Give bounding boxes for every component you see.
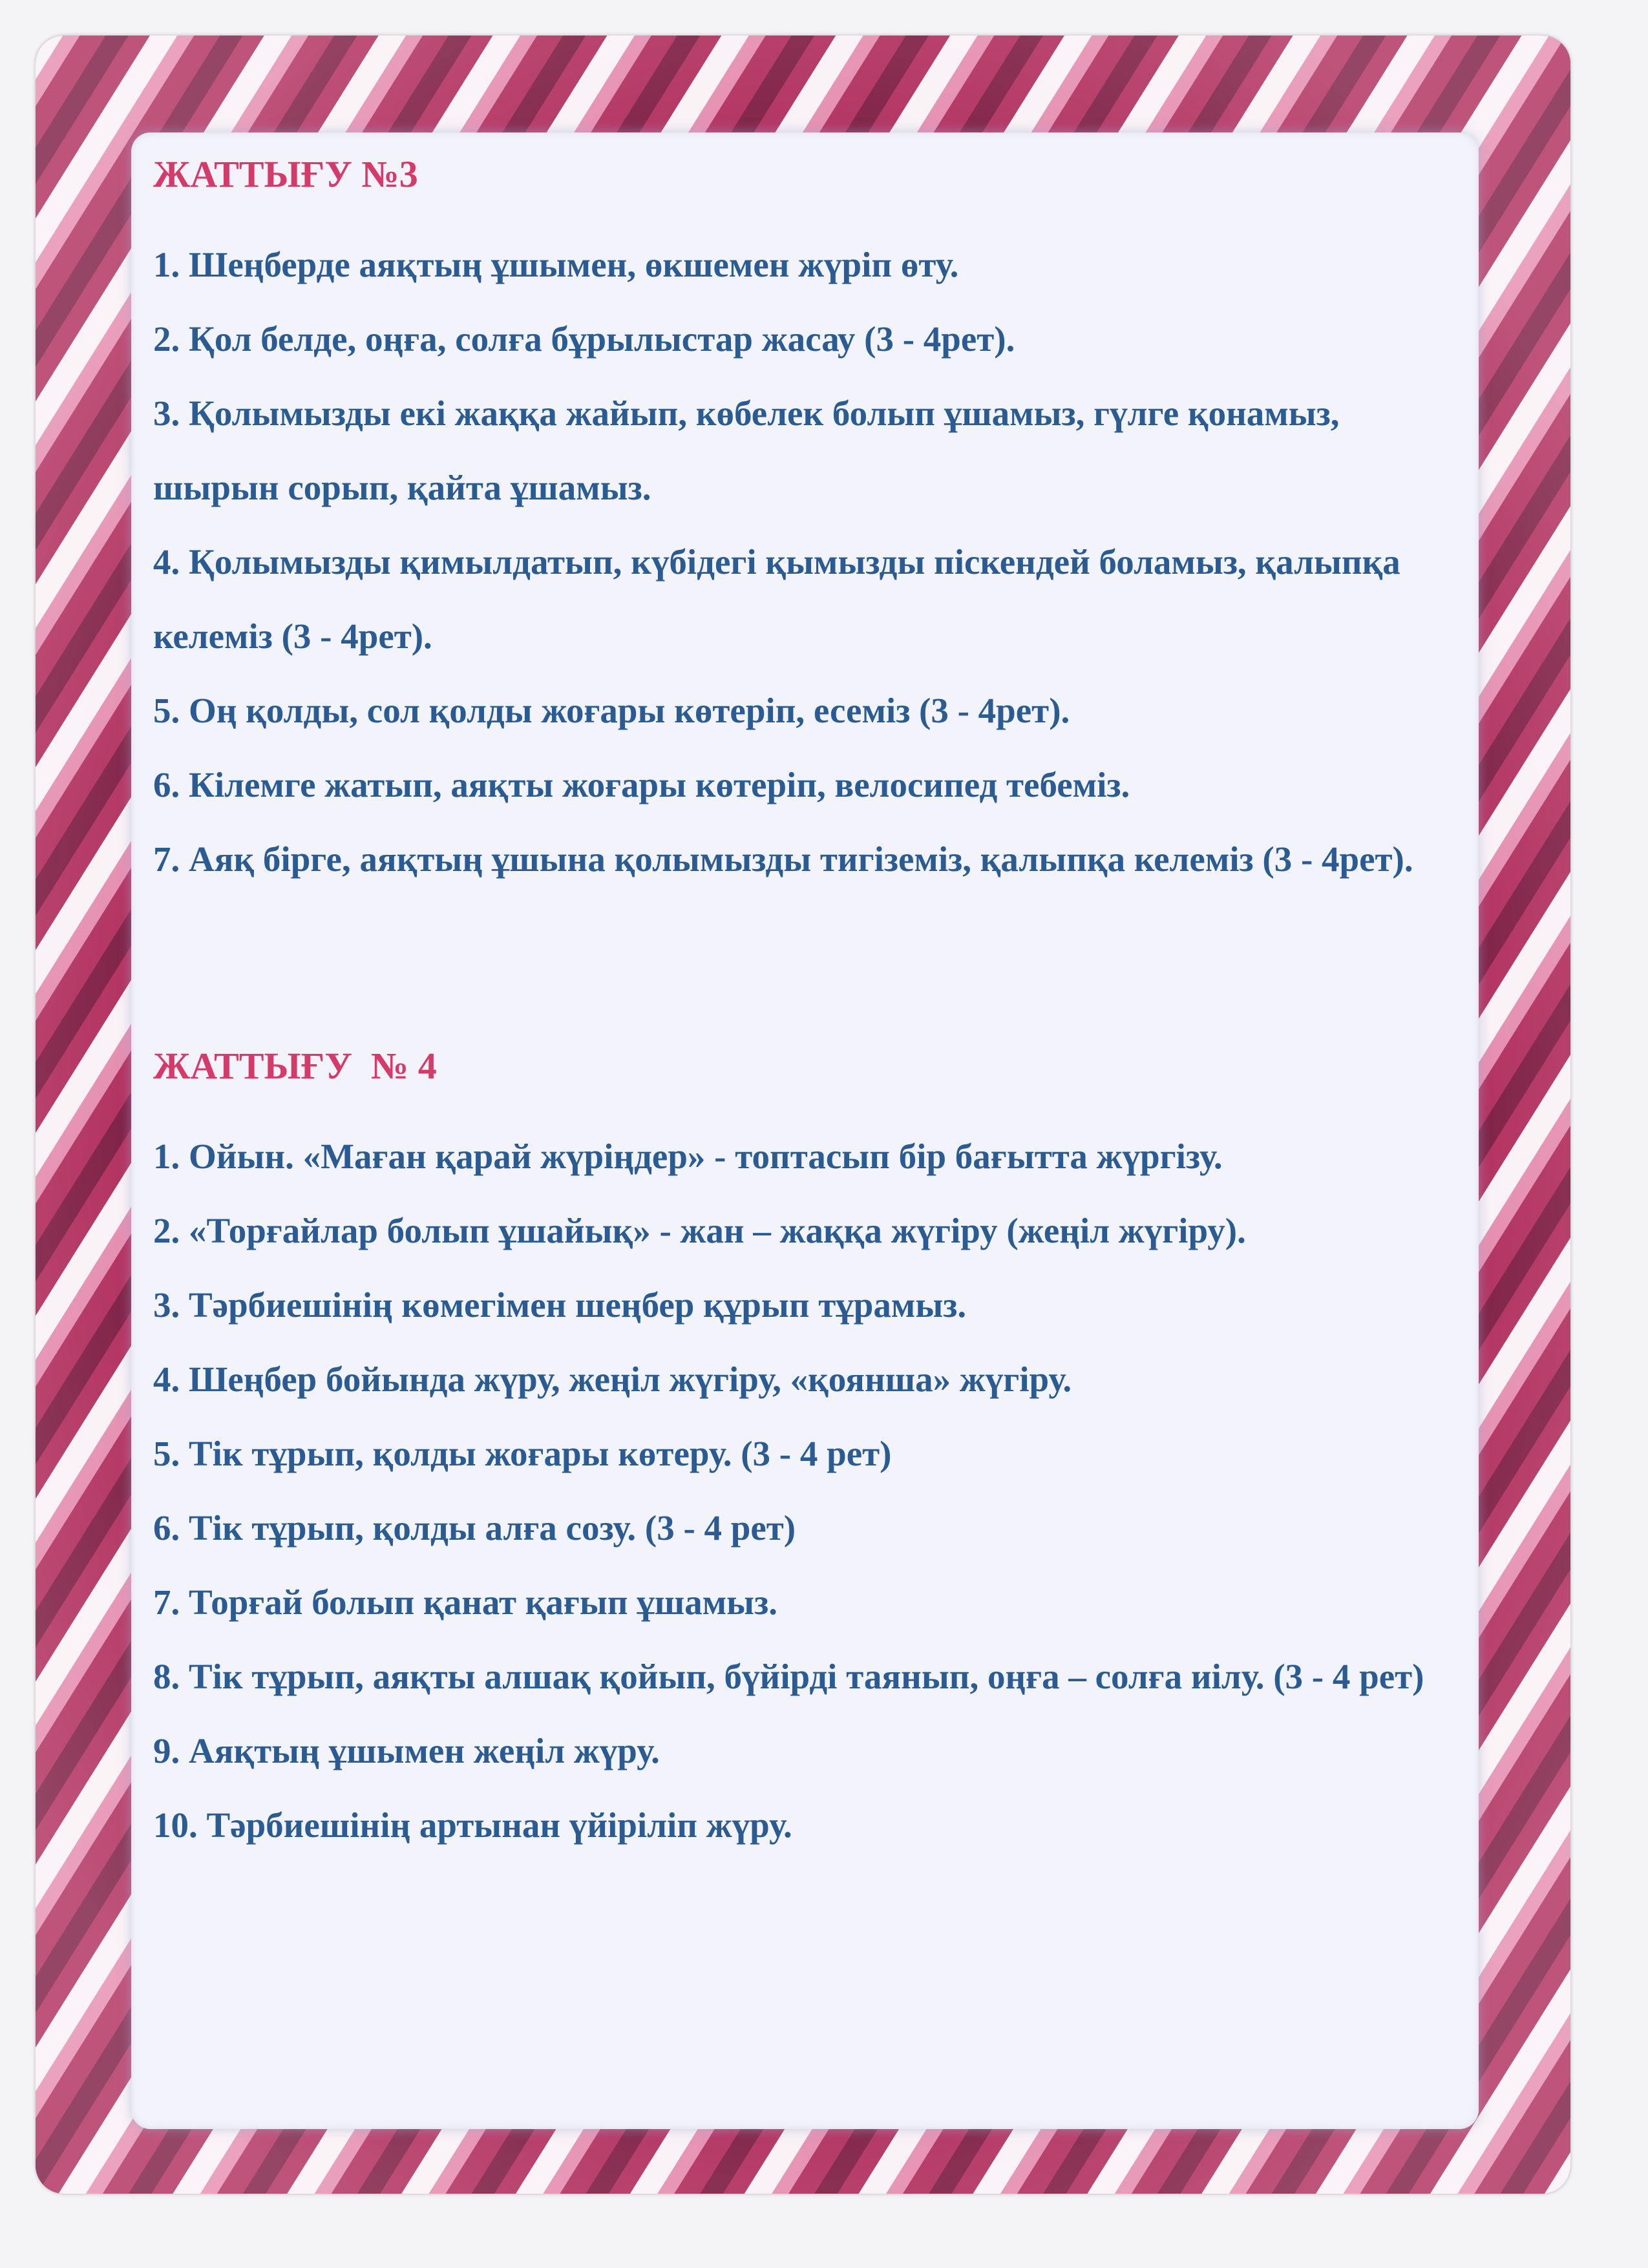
list-item: 4. Шеңбер бойында жүру, жеңіл жүгіру, «қоянша» жүгіру. xyxy=(153,1360,1072,1399)
list-item: 4. Қолымызды қимылдатып, күбідегі қымызды піскендей боламыз, қалыпқа келеміз (3 - 4рет). xyxy=(153,542,1400,656)
section-heading: ЖАТТЫҒУ № 4 xyxy=(153,1045,437,1087)
list-item: 9. Аяқтың ұшымен жеңіл жүру. xyxy=(153,1731,660,1770)
list-item: 6. Кілемге жатып, аяқты жоғары көтеріп, велосипед тебеміз. xyxy=(153,765,1130,804)
list-item: 7. Аяқ бірге, аяқтың ұшына қолымызды тигіземіз, қалыпқа келеміз (3 - 4рет). xyxy=(153,839,1413,879)
exercise-list xyxy=(153,1119,1452,1862)
list-item: 7. Торғай болып қанат қағып ұшамыз. xyxy=(153,1582,777,1622)
list-item: 6. Тік тұрып, қолды алға созу. (3 - 4 рет) xyxy=(153,1508,796,1548)
section-heading: ЖАТТЫҒУ №3 xyxy=(153,153,418,195)
list-item: 8. Тік тұрып, аяқты алшақ қойып, бүйірді таянып, оңға – солға иілу. (3 - 4 рет) xyxy=(153,1657,1424,1696)
exercise-list xyxy=(153,227,1452,896)
list-item: 1. Ойын. «Маған қарай жүріңдер» - топтасып бір бағытта жүргізу. xyxy=(153,1137,1223,1176)
list-item: 3. Қолымызды екі жаққа жайып, көбелек болып ұшамыз, гүлге қонамыз, шырын сорып, қайта ұшамыз. xyxy=(153,394,1340,507)
list-item: 5. Тік тұрып, қолды жоғары көтеру. (3 - 4 рет) xyxy=(153,1434,892,1473)
exercise-section-3 xyxy=(153,155,1452,896)
list-item: 2. «Торғайлар болып ұшайық» - жан – жаққа жүгіру (жеңіл жүгіру). xyxy=(153,1211,1246,1250)
list-item: 10. Тәрбиешінің артынан үйіріліп жүру. xyxy=(153,1805,792,1845)
list-item: 1. Шеңберде аяқтың ұшымен, өкшемен жүріп өту. xyxy=(153,245,959,284)
exercise-section-4 xyxy=(153,1047,1452,1862)
list-item: 3. Тәрбиешінің көмегімен шеңбер құрып тұрамыз. xyxy=(153,1285,967,1325)
list-item: 5. Оң қолды, сол қолды жоғары көтеріп, есеміз (3 - 4рет). xyxy=(153,691,1070,730)
list-item: 2. Қол белде, оңға, солға бұрылыстар жасау (3 - 4рет). xyxy=(153,319,1015,359)
